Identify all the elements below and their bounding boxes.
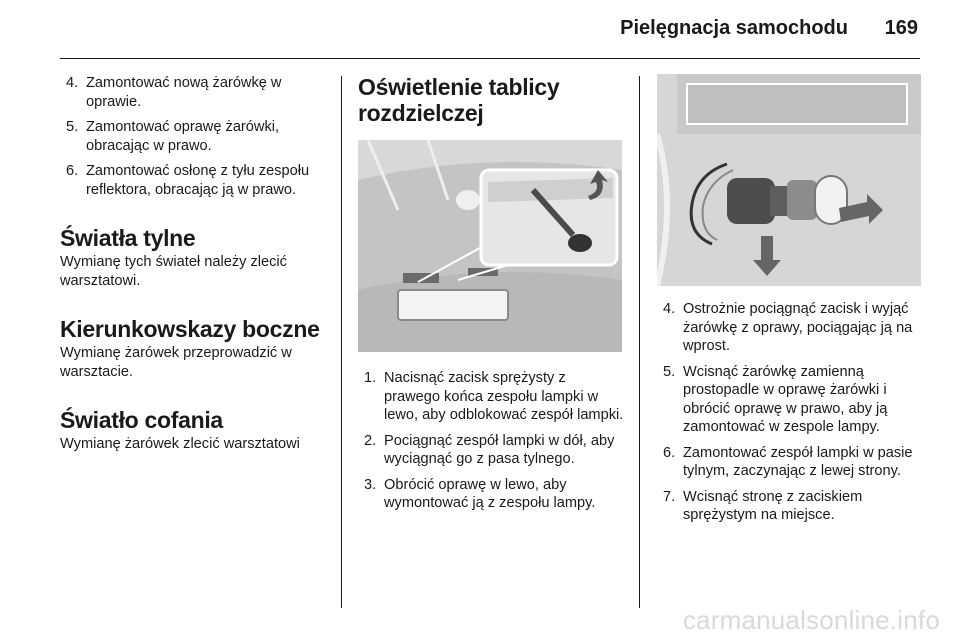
step-list — [60, 74, 330, 199]
step-list — [657, 300, 921, 525]
figure-lamp-removal — [358, 140, 622, 352]
lamp-removal-illustration — [358, 140, 622, 352]
column-left — [60, 74, 330, 454]
step-item — [657, 488, 921, 525]
step-item — [60, 162, 330, 199]
site-watermark: carmanualsonline.info — [682, 605, 940, 635]
step-number: 4. — [66, 75, 79, 91]
step-text: Wcisnąć żarówkę zamienną prostopadle w oprawę żarówki i obrócić oprawę w prawo, aby ją zamontować w zespole lampy. — [683, 363, 888, 435]
figure-bulb-removal — [657, 74, 921, 286]
section-title: Pielęgnacja samochodu — [620, 17, 848, 39]
step-list — [358, 369, 624, 513]
step-text: Ostrożnie pociągnąć zacisk i wyjąć żarówkę z oprawy, pociągając ją na wprost. — [683, 301, 913, 354]
section-rear-lights — [60, 225, 330, 290]
step-item — [358, 476, 624, 513]
step-text: Zamontować zespół lampki w pasie tylnym, zaczynając z lewej strony. — [683, 444, 913, 479]
step-number: 6. — [66, 163, 79, 179]
step-item — [657, 444, 921, 481]
step-item — [657, 300, 921, 356]
step-text: Pociągnąć zespół lampki w dół, aby wyciągnąć go z pasa tylnego. — [384, 432, 615, 467]
step-item — [657, 363, 921, 437]
step-text: Zamontować nową żarówkę w oprawie. — [86, 75, 282, 110]
column-right — [657, 74, 921, 532]
step-number: 4. — [663, 301, 676, 317]
step-item — [60, 74, 330, 111]
step-number: 1. — [364, 370, 377, 386]
page-header — [60, 0, 920, 59]
column-divider — [639, 76, 640, 608]
step-text: Obrócić oprawę w lewo, aby wymontować ją z zespołu lampy. — [384, 476, 596, 511]
step-text: Zamontować osłonę z tyłu zespołu reflektora, obracając ją w prawo. — [86, 163, 310, 198]
section-side-indicators — [60, 316, 330, 381]
step-number: 7. — [663, 488, 676, 505]
page-number: 169 — [884, 17, 918, 39]
step-number: 5. — [663, 363, 676, 380]
step-number: 6. — [663, 444, 676, 461]
step-number: 2. — [364, 432, 377, 449]
column-middle — [358, 74, 624, 520]
section-heading: Oświetlenie tablicy rozdzielczej — [358, 74, 560, 126]
section-body: Wymianę żarówek przeprowadzić w warsztacie. — [60, 345, 292, 380]
section-reversing-light — [60, 407, 330, 454]
step-item — [358, 369, 624, 425]
step-item — [60, 118, 330, 155]
step-text: Zamontować oprawę żarówki, obracając w prawo. — [86, 119, 280, 154]
section-body: Wymianę tych świateł należy zlecić warsztatowi. — [60, 254, 287, 289]
step-number: 3. — [364, 476, 377, 493]
section-body: Wymianę żarówek zlecić warsztatowi — [60, 436, 300, 452]
step-item — [358, 432, 624, 469]
section-heading: Światła tylne — [60, 225, 196, 251]
step-text: Nacisnąć zacisk sprężysty z prawego końca zespołu lampki w lewo, aby odblokować zespół lampki. — [384, 370, 624, 423]
section-heading: Światło cofania — [60, 407, 223, 433]
step-number: 5. — [66, 119, 79, 135]
step-text: Wcisnąć stronę z zaciskiem sprężystym na miejsce. — [683, 488, 863, 523]
bulb-removal-illustration — [657, 74, 921, 286]
column-divider — [341, 76, 342, 608]
section-heading: Kierunkowskazy boczne — [60, 316, 320, 342]
